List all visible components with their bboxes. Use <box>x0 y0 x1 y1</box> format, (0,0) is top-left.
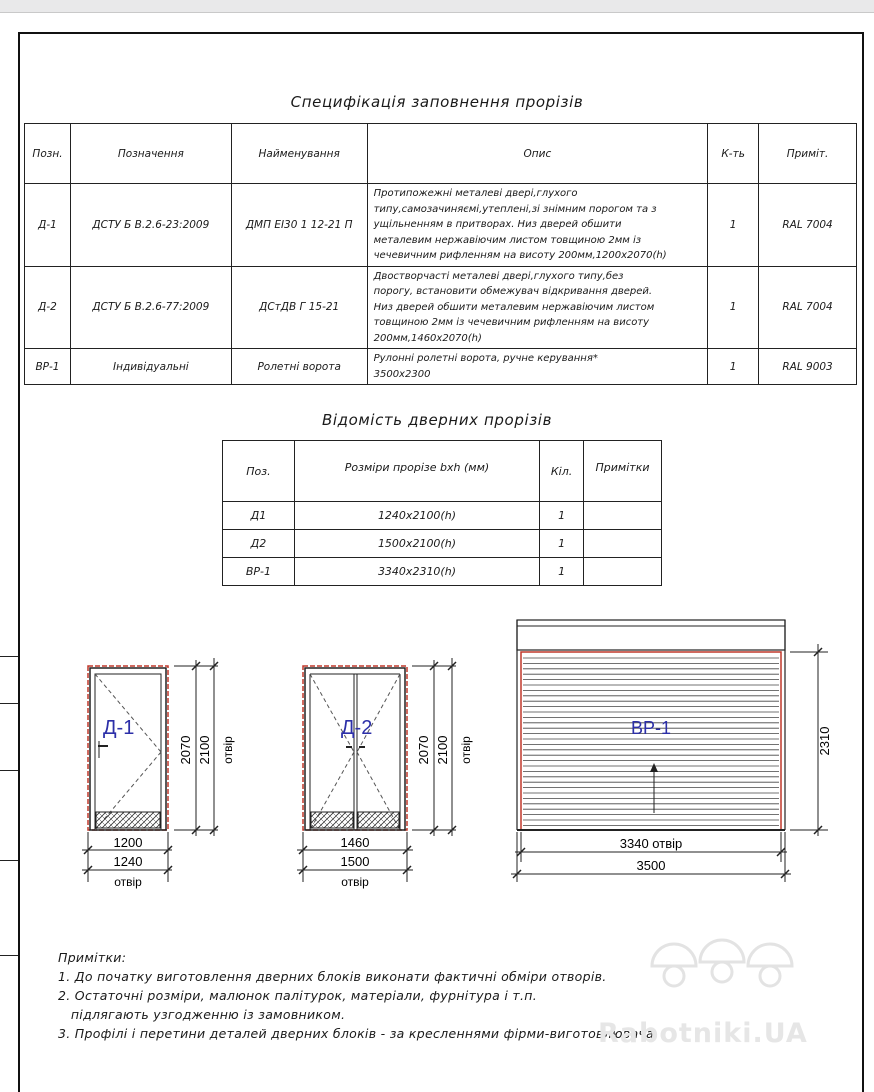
spec-desc-line: чечевичним рифленням на висоту 200мм,1200х2070(h) <box>373 250 667 261</box>
spec-desc-line: 200мм,1460х2070(h) <box>373 332 482 344</box>
spec-pos: Д-1 <box>25 184 71 267</box>
schedule-header-row <box>223 441 662 502</box>
spec-designation: ДСТУ Б В.2.6-77:2009 <box>70 266 231 349</box>
spec-name: ДСтДВ Г 15-21 <box>231 266 367 349</box>
spec-header-row <box>25 124 857 184</box>
spec-qty: 1 <box>708 349 759 385</box>
schedule-pos: Д1 <box>223 502 295 530</box>
watermark-helmets-logo <box>648 928 798 992</box>
spec-title: Специфікація заповнення прорізів <box>290 93 584 111</box>
spec-desc-line: металевим нержавіючим листом товщиною 2мм із <box>373 234 642 246</box>
gate-vr1-label: ВР-1 <box>630 718 672 738</box>
spec-pos: ВР-1 <box>25 349 71 385</box>
gate-slats <box>523 658 779 825</box>
schedule-size: 3340х2310(h) <box>294 558 539 586</box>
schedule-header-size: Розміри прорізе bxh (мм) <box>294 441 539 502</box>
table-row <box>223 502 662 530</box>
spec-desc-line: товщиною 2мм із чечевичним рифленням на висоту <box>373 317 650 328</box>
door-d1-elevation <box>82 658 235 889</box>
schedule-title: Відомість дверних прорізів <box>321 411 553 429</box>
door-d2-width-outer: 1500 <box>340 854 370 869</box>
notes-heading: Примітки: <box>58 950 127 965</box>
spec-desc-line: типу,самозачиняємі,утеплені,зі знімним порогом та з <box>373 203 657 215</box>
schedule-qty: 1 <box>540 558 584 586</box>
schedule-qty: 1 <box>540 530 584 558</box>
schedule-pos: Д2 <box>223 530 295 558</box>
door-d2-width-word: отвір <box>341 875 369 889</box>
door-d1-width-inner: 1200 <box>113 835 143 850</box>
spec-desc-line: порогу, встановити обмежувач відкривання дверей. <box>373 286 653 297</box>
door-d1-height-word: отвір <box>221 736 235 764</box>
door-d1-label: Д-1 <box>103 717 135 739</box>
spec-desc-line: Двостворчасті металеві двері,глухого типу,без <box>373 270 624 282</box>
schedule-header-pos: Поз. <box>223 441 295 502</box>
door-d1-width-word: отвір <box>114 875 142 889</box>
note-item: 1. До початку виготовлення дверних блоків виконати фактичні обміри отворів. <box>58 969 607 984</box>
schedule-header-qty: Кіл. <box>540 441 584 502</box>
spec-note: RAL 7004 <box>759 266 857 349</box>
spec-name: Ролетні ворота <box>231 349 367 385</box>
schedule-pos: ВР-1 <box>223 558 295 586</box>
spec-desc-line: Протипожежні металеві двері,глухого <box>373 188 578 199</box>
table-row <box>223 530 662 558</box>
spec-desc-line: Рулонні ролетні ворота, ручне керування* <box>373 353 598 364</box>
note-item: підлягають узгодженню із замовником. <box>58 1007 346 1022</box>
window-top-bar <box>0 0 874 13</box>
spec-header-desc: Опис <box>367 124 708 184</box>
gate-vr1-width-outer: 3500 <box>636 858 666 873</box>
watermark-text: Rabotniki.UA <box>598 1018 808 1049</box>
schedule-note <box>584 558 662 586</box>
spec-qty: 1 <box>708 266 759 349</box>
door-d1-width-outer: 1240 <box>113 854 143 869</box>
door-d1-height-outer: 2100 <box>197 735 212 765</box>
spec-qty: 1 <box>708 184 759 267</box>
spec-designation: ДСТУ Б В.2.6-23:2009 <box>70 184 231 267</box>
spec-header-designation: Позначення <box>70 124 231 184</box>
door-d2-label: Д-2 <box>341 717 373 739</box>
schedule-header-note: Примітки <box>584 441 662 502</box>
table-row <box>25 349 857 385</box>
spec-desc-line: ущільненням в притворах. Низ дверей обшити <box>373 219 622 230</box>
schedule-table <box>222 440 662 586</box>
spec-desc <box>367 349 708 385</box>
door-d1-height-inner: 2070 <box>178 735 193 765</box>
spec-desc-line: Низ дверей обшити металевим нержавіючим листом <box>373 301 655 313</box>
schedule-qty: 1 <box>540 502 584 530</box>
spec-desc <box>367 184 708 267</box>
door-d2-height-inner: 2070 <box>416 735 431 765</box>
spec-name: ДМП ЕІ30 1 12-21 П <box>231 184 367 267</box>
door-d2-elevation <box>297 658 473 889</box>
schedule-size: 1240х2100(h) <box>294 502 539 530</box>
notes-block <box>58 948 658 1043</box>
schedule-note <box>584 530 662 558</box>
spec-pos: Д-2 <box>25 266 71 349</box>
gate-vr1-width-inner: 3340 отвір <box>619 836 683 851</box>
note-item: 2. Остаточні розміри, малюнок палітурок, матеріали, фурнітура і т.п. <box>58 988 537 1003</box>
gate-vr1-height: 2310 <box>817 726 832 756</box>
spec-table <box>24 123 857 385</box>
schedule-size: 1500х2100(h) <box>294 530 539 558</box>
table-row <box>25 184 857 267</box>
gate-vr1-elevation <box>511 620 832 882</box>
spec-header-name: Найменування <box>231 124 367 184</box>
spec-header-pos: Позн. <box>25 124 71 184</box>
door-d2-height-outer: 2100 <box>435 735 450 765</box>
schedule-note <box>584 502 662 530</box>
table-row <box>25 266 857 349</box>
spec-note: RAL 7004 <box>759 184 857 267</box>
spec-desc-line: 3500х2300 <box>373 368 431 380</box>
spec-header-qty: К-ть <box>708 124 759 184</box>
door-elevations-drawing <box>0 600 874 900</box>
spec-desc <box>367 266 708 349</box>
spec-header-note: Приміт. <box>759 124 857 184</box>
note-item: 3. Профілі і перетини деталей дверних блоків - за кресленнями фірми-виготовлювача. <box>58 1026 659 1041</box>
table-row <box>223 558 662 586</box>
door-d2-width-inner: 1460 <box>340 835 370 850</box>
spec-note: RAL 9003 <box>759 349 857 385</box>
spec-designation: Індивідуальні <box>70 349 231 385</box>
door-d2-height-word: отвір <box>459 736 473 764</box>
